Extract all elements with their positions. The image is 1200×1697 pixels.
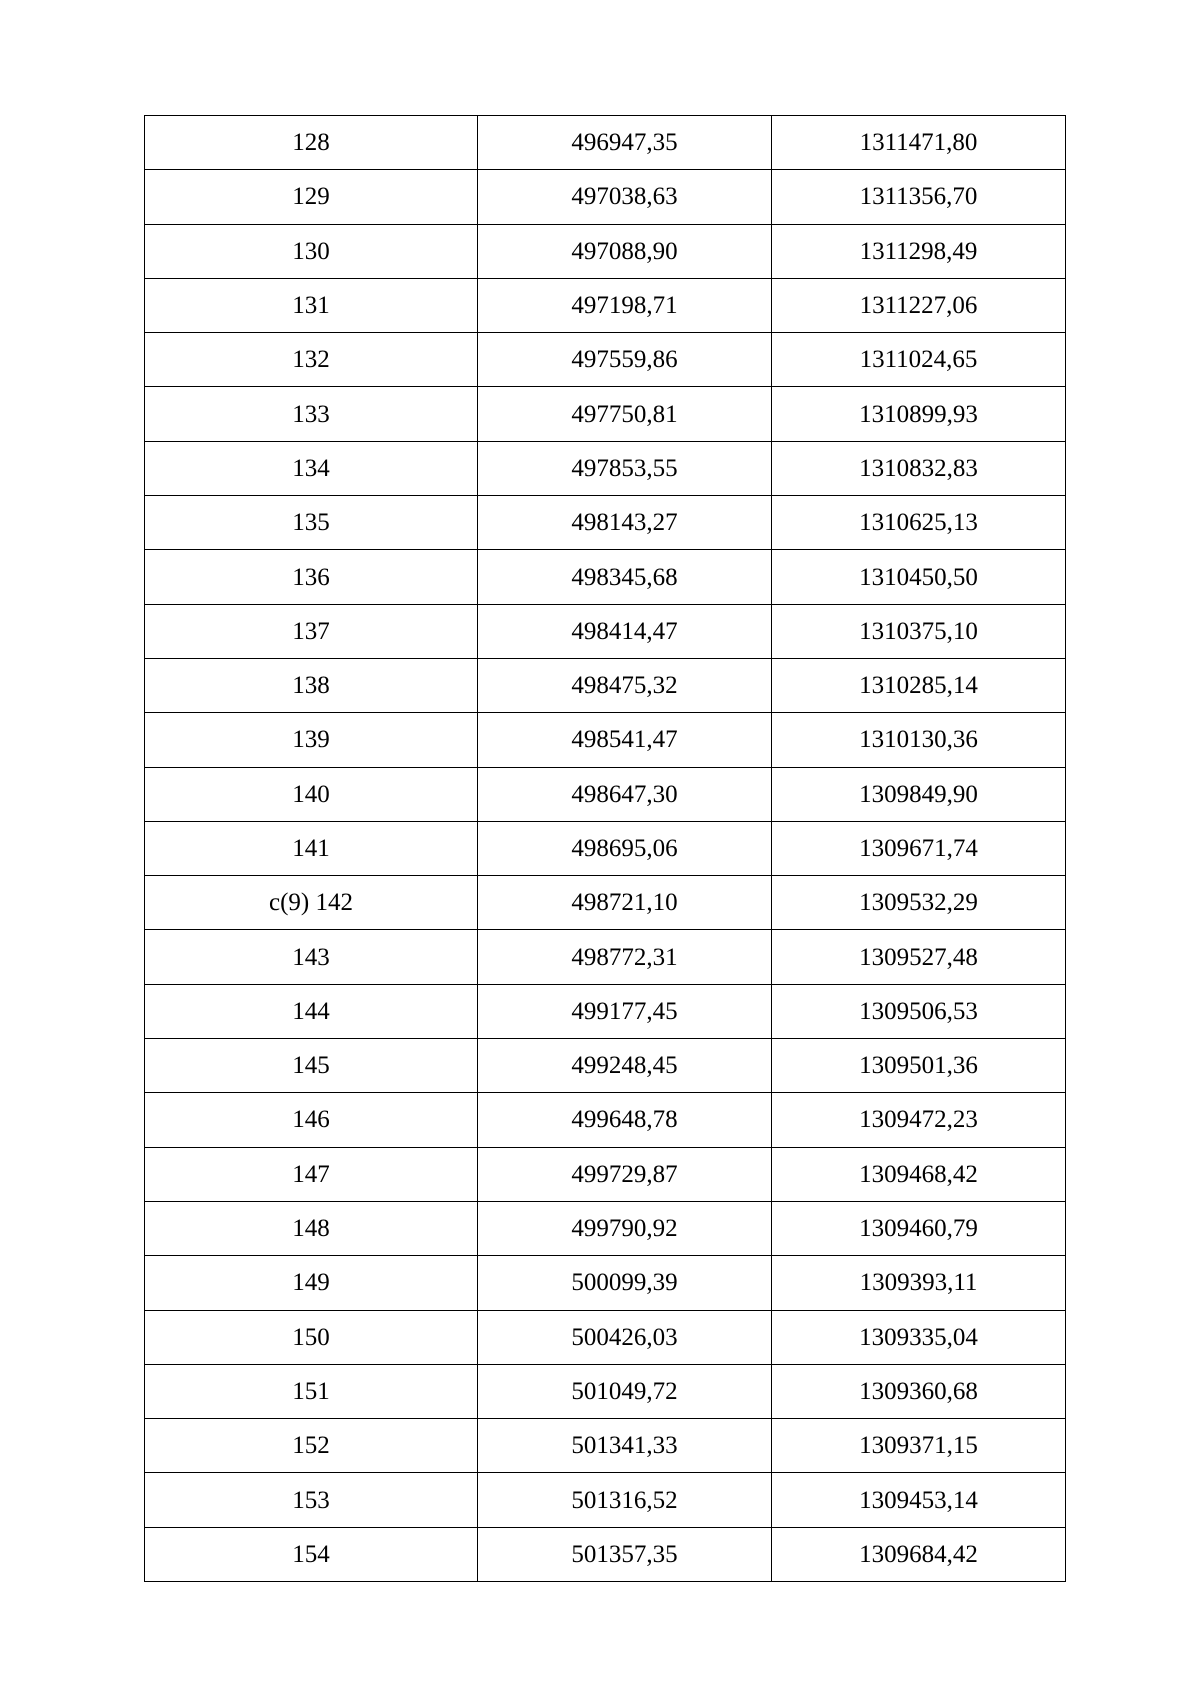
table-row bbox=[145, 930, 1066, 984]
point-number-cell: 134 bbox=[145, 441, 478, 495]
point-number-cell: 132 bbox=[145, 333, 478, 387]
x-coordinate-cell: 498345,68 bbox=[478, 550, 772, 604]
point-number-cell: 130 bbox=[145, 224, 478, 278]
point-number-cell: 150 bbox=[145, 1310, 478, 1364]
x-coordinate-cell: 498475,32 bbox=[478, 658, 772, 712]
point-number-cell: 153 bbox=[145, 1473, 478, 1527]
table-row bbox=[145, 1256, 1066, 1310]
y-coordinate-cell: 1311024,65 bbox=[772, 333, 1066, 387]
x-coordinate-cell: 498143,27 bbox=[478, 496, 772, 550]
point-number-cell: 136 bbox=[145, 550, 478, 604]
y-coordinate-cell: 1310832,83 bbox=[772, 441, 1066, 495]
x-coordinate-cell: 498541,47 bbox=[478, 713, 772, 767]
point-number-cell: 138 bbox=[145, 658, 478, 712]
x-coordinate-cell: 497088,90 bbox=[478, 224, 772, 278]
x-coordinate-cell: 501357,35 bbox=[478, 1527, 772, 1581]
point-number-cell: 146 bbox=[145, 1093, 478, 1147]
point-number-cell: 135 bbox=[145, 496, 478, 550]
y-coordinate-cell: 1311298,49 bbox=[772, 224, 1066, 278]
x-coordinate-cell: 501316,52 bbox=[478, 1473, 772, 1527]
y-coordinate-cell: 1310375,10 bbox=[772, 604, 1066, 658]
x-coordinate-cell: 501049,72 bbox=[478, 1364, 772, 1418]
table-row bbox=[145, 1201, 1066, 1255]
table-row bbox=[145, 550, 1066, 604]
x-coordinate-cell: 497559,86 bbox=[478, 333, 772, 387]
y-coordinate-cell: 1309371,15 bbox=[772, 1419, 1066, 1473]
point-number-cell: 144 bbox=[145, 984, 478, 1038]
y-coordinate-cell: 1309335,04 bbox=[772, 1310, 1066, 1364]
table-row bbox=[145, 1527, 1066, 1581]
point-number-cell: 133 bbox=[145, 387, 478, 441]
table-row bbox=[145, 604, 1066, 658]
point-number-cell: 148 bbox=[145, 1201, 478, 1255]
point-number-cell: 151 bbox=[145, 1364, 478, 1418]
table-row bbox=[145, 441, 1066, 495]
x-coordinate-cell: 500426,03 bbox=[478, 1310, 772, 1364]
y-coordinate-cell: 1309393,11 bbox=[772, 1256, 1066, 1310]
x-coordinate-cell: 496947,35 bbox=[478, 116, 772, 170]
point-number-cell: 128 bbox=[145, 116, 478, 170]
x-coordinate-cell: 497853,55 bbox=[478, 441, 772, 495]
x-coordinate-cell: 498772,31 bbox=[478, 930, 772, 984]
table-row bbox=[145, 658, 1066, 712]
x-coordinate-cell: 499177,45 bbox=[478, 984, 772, 1038]
coordinates-table bbox=[144, 115, 1066, 1582]
point-number-cell: 141 bbox=[145, 821, 478, 875]
x-coordinate-cell: 498414,47 bbox=[478, 604, 772, 658]
y-coordinate-cell: 1309453,14 bbox=[772, 1473, 1066, 1527]
y-coordinate-cell: 1311227,06 bbox=[772, 278, 1066, 332]
point-number-cell: 131 bbox=[145, 278, 478, 332]
table-row bbox=[145, 278, 1066, 332]
table-row bbox=[145, 1093, 1066, 1147]
y-coordinate-cell: 1310450,50 bbox=[772, 550, 1066, 604]
y-coordinate-cell: 1309501,36 bbox=[772, 1039, 1066, 1093]
table-row bbox=[145, 876, 1066, 930]
table-row bbox=[145, 496, 1066, 550]
x-coordinate-cell: 497750,81 bbox=[478, 387, 772, 441]
y-coordinate-cell: 1309684,42 bbox=[772, 1527, 1066, 1581]
y-coordinate-cell: 1309506,53 bbox=[772, 984, 1066, 1038]
y-coordinate-cell: 1310899,93 bbox=[772, 387, 1066, 441]
table-row bbox=[145, 1310, 1066, 1364]
table-row bbox=[145, 1364, 1066, 1418]
table-row bbox=[145, 984, 1066, 1038]
table-row bbox=[145, 387, 1066, 441]
y-coordinate-cell: 1309671,74 bbox=[772, 821, 1066, 875]
x-coordinate-cell: 499648,78 bbox=[478, 1093, 772, 1147]
point-number-cell: с(9) 142 bbox=[145, 876, 478, 930]
x-coordinate-cell: 497038,63 bbox=[478, 170, 772, 224]
x-coordinate-cell: 499729,87 bbox=[478, 1147, 772, 1201]
y-coordinate-cell: 1311471,80 bbox=[772, 116, 1066, 170]
x-coordinate-cell: 501341,33 bbox=[478, 1419, 772, 1473]
table-row bbox=[145, 170, 1066, 224]
y-coordinate-cell: 1309849,90 bbox=[772, 767, 1066, 821]
point-number-cell: 152 bbox=[145, 1419, 478, 1473]
table-row bbox=[145, 224, 1066, 278]
y-coordinate-cell: 1309360,68 bbox=[772, 1364, 1066, 1418]
table-row bbox=[145, 116, 1066, 170]
y-coordinate-cell: 1310130,36 bbox=[772, 713, 1066, 767]
y-coordinate-cell: 1309532,29 bbox=[772, 876, 1066, 930]
point-number-cell: 145 bbox=[145, 1039, 478, 1093]
table-row bbox=[145, 821, 1066, 875]
y-coordinate-cell: 1311356,70 bbox=[772, 170, 1066, 224]
point-number-cell: 140 bbox=[145, 767, 478, 821]
point-number-cell: 143 bbox=[145, 930, 478, 984]
point-number-cell: 154 bbox=[145, 1527, 478, 1581]
x-coordinate-cell: 498647,30 bbox=[478, 767, 772, 821]
table-row bbox=[145, 1147, 1066, 1201]
table-row bbox=[145, 1419, 1066, 1473]
y-coordinate-cell: 1309468,42 bbox=[772, 1147, 1066, 1201]
point-number-cell: 149 bbox=[145, 1256, 478, 1310]
point-number-cell: 129 bbox=[145, 170, 478, 224]
y-coordinate-cell: 1309472,23 bbox=[772, 1093, 1066, 1147]
x-coordinate-cell: 497198,71 bbox=[478, 278, 772, 332]
point-number-cell: 137 bbox=[145, 604, 478, 658]
x-coordinate-cell: 498721,10 bbox=[478, 876, 772, 930]
table-row bbox=[145, 1039, 1066, 1093]
x-coordinate-cell: 500099,39 bbox=[478, 1256, 772, 1310]
table-row bbox=[145, 713, 1066, 767]
y-coordinate-cell: 1309527,48 bbox=[772, 930, 1066, 984]
y-coordinate-cell: 1310625,13 bbox=[772, 496, 1066, 550]
y-coordinate-cell: 1309460,79 bbox=[772, 1201, 1066, 1255]
y-coordinate-cell: 1310285,14 bbox=[772, 658, 1066, 712]
x-coordinate-cell: 498695,06 bbox=[478, 821, 772, 875]
table-row bbox=[145, 767, 1066, 821]
x-coordinate-cell: 499790,92 bbox=[478, 1201, 772, 1255]
table-row bbox=[145, 1473, 1066, 1527]
point-number-cell: 139 bbox=[145, 713, 478, 767]
coordinates-table-body bbox=[145, 116, 1066, 1582]
table-row bbox=[145, 333, 1066, 387]
point-number-cell: 147 bbox=[145, 1147, 478, 1201]
x-coordinate-cell: 499248,45 bbox=[478, 1039, 772, 1093]
